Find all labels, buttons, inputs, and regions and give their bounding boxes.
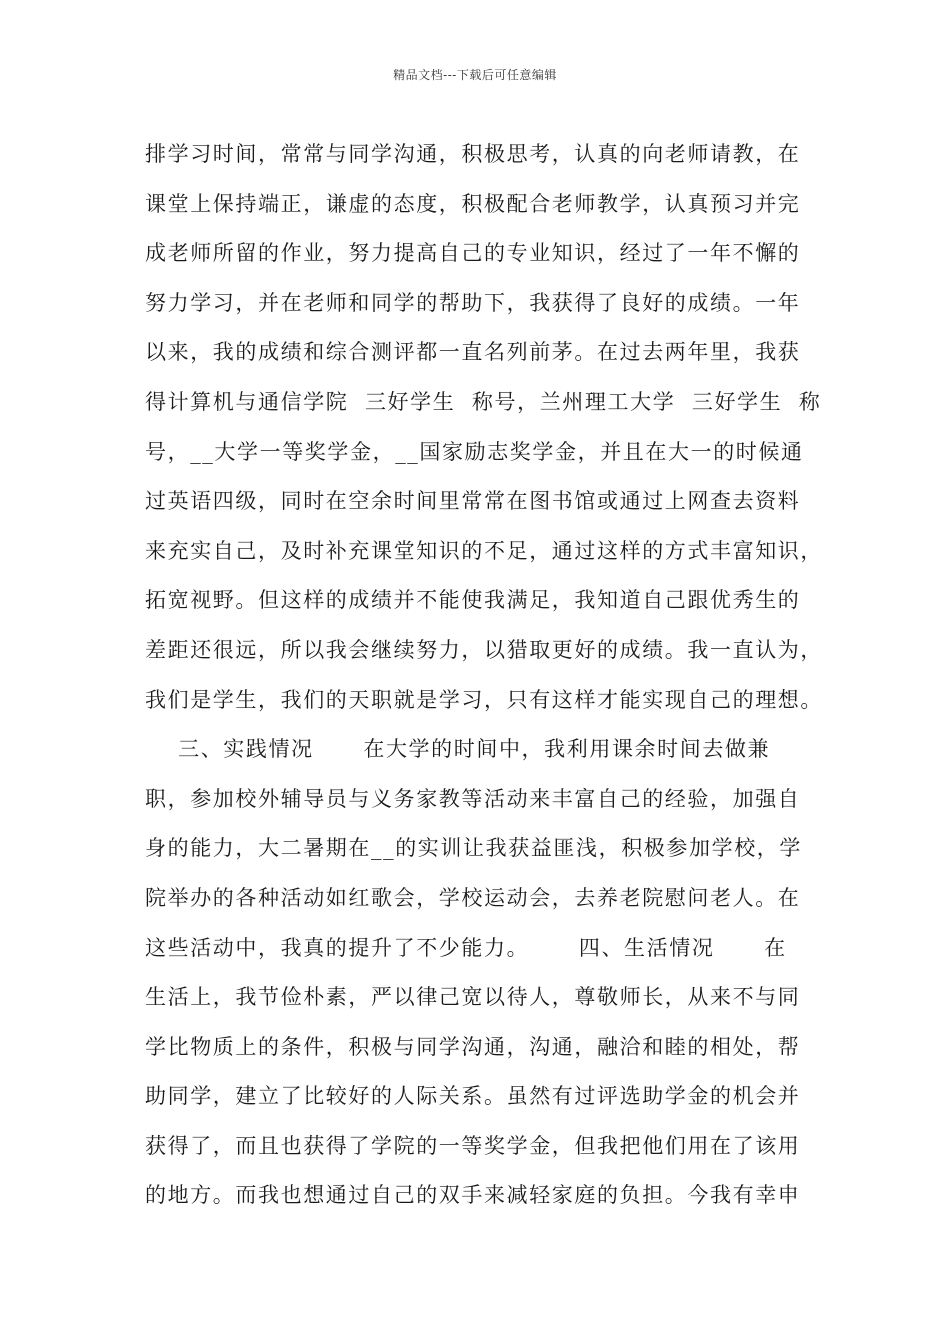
- paragraph-line: 排学习时间，常常与同学沟通，积极思考，认真的向老师请教，在: [145, 142, 801, 166]
- paragraph-line: 来充实自己，及时补充课堂知识的不足，通过这样的方式丰富知识，: [145, 538, 823, 563]
- paragraph-line: 努力学习，并在老师和同学的帮助下，我获得了良好的成绩。一年: [145, 290, 801, 315]
- paragraph-line: 的地方。而我也想通过自己的双手来减轻家庭的负担。今我有幸申: [145, 1183, 801, 1208]
- paragraph-line: 助同学，建立了比较好的人际关系。虽然有过评选助学金的机会并: [145, 1084, 801, 1109]
- paragraph-line: 身的能力，大二暑期在__的实训让我获益匪浅，积极参加学校，学: [145, 836, 802, 861]
- paragraph-line: 生活上，我节俭朴素，严以律己宽以待人，尊敬师长，从来不与同: [145, 985, 801, 1010]
- paragraph-line: 过英语四级，同时在空余时间里常常在图书馆或通过上网查去资料: [145, 489, 801, 514]
- paragraph-line: 以来，我的成绩和综合测评都一直名列前茅。在过去两年里，我获: [145, 340, 801, 365]
- section-heading-line: 这些活动中，我真的提升了不少能力。 四、生活情况 在: [145, 935, 787, 960]
- section-heading-line: 三、实践情况 在大学的时间中，我利用课余时间去做兼: [145, 737, 771, 762]
- page-header: 精品文档---下载后可任意编辑: [393, 68, 557, 82]
- paragraph-line: 差距还很远，所以我会继续努力，以猎取更好的成绩。我一直认为，: [145, 637, 823, 662]
- paragraph-line: 课堂上保持端正，谦虚的态度，积极配合老师教学，认真预习并完: [145, 191, 801, 216]
- paragraph-line: 学比物质上的条件，积极与同学沟通，沟通，融洽和睦的相处，帮: [145, 1034, 801, 1059]
- paragraph-line: 得计算机与通信学院 三好学生 称号，兰州理工大学 三好学生 称: [145, 389, 822, 414]
- paragraph-line: 我们是学生，我们的天职就是学习，只有这样才能实现自己的理想。: [145, 687, 823, 712]
- paragraph-line: 拓宽视野。但这样的成绩并不能使我满足，我知道自己跟优秀生的: [145, 588, 801, 613]
- paragraph-line: 院举办的各种活动如红歌会，学校运动会，去养老院慰问老人。在: [145, 885, 801, 910]
- paragraph-line: 获得了，而且也获得了学院的一等奖学金，但我把他们用在了该用: [145, 1133, 801, 1158]
- document-body: [145, 130, 835, 1221]
- paragraph-line: 职，参加校外辅导员与义务家教等活动来丰富自己的经验，加强自: [145, 786, 801, 811]
- paragraph-line: 成老师所留的作业，努力提高自己的专业知识，经过了一年不懈的: [145, 241, 801, 266]
- paragraph-line: 号，__大学一等奖学金，__国家励志奖学金，并且在大一的时候通: [145, 439, 804, 464]
